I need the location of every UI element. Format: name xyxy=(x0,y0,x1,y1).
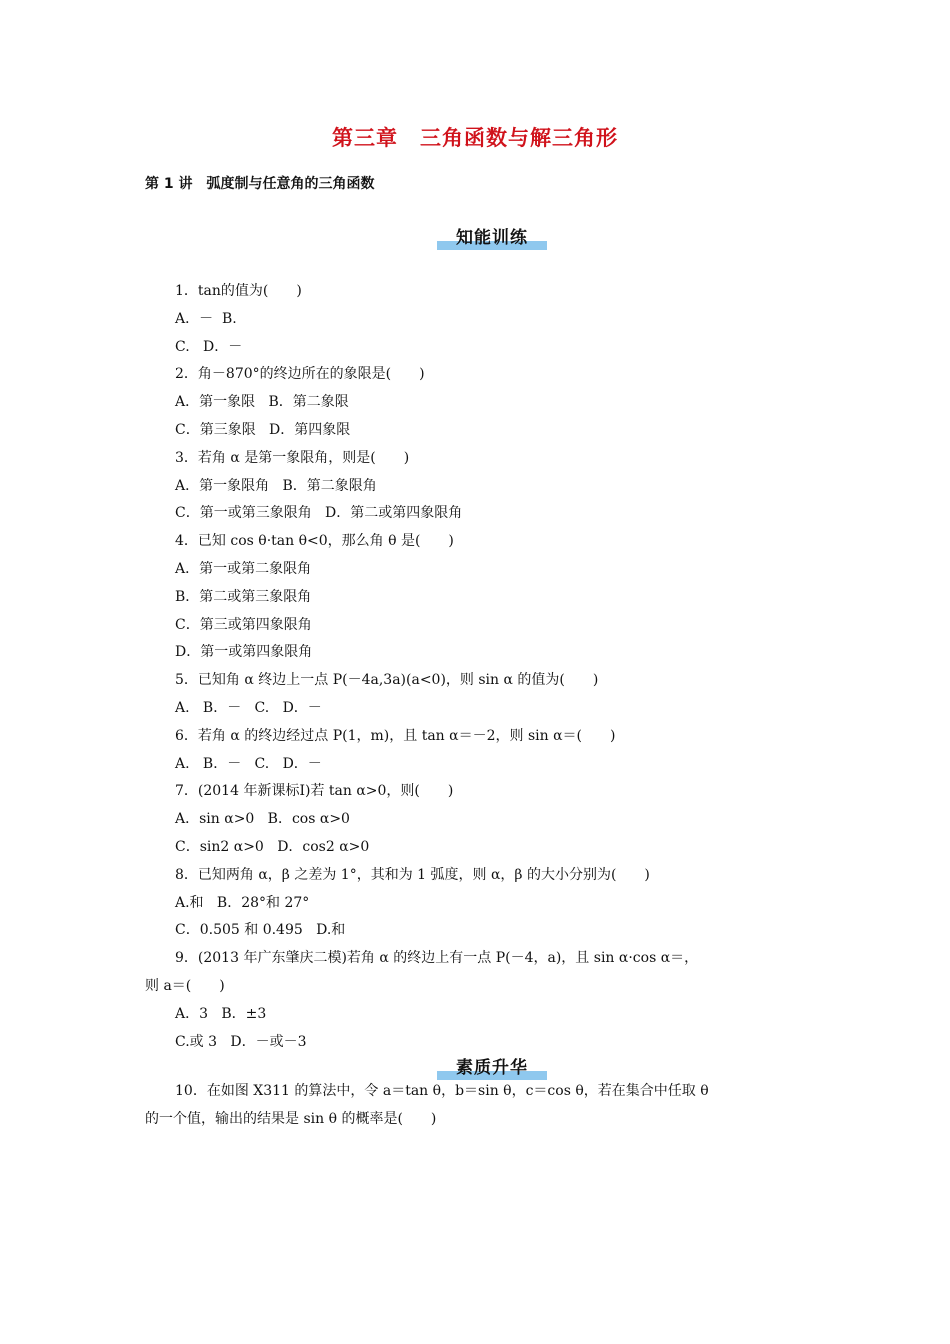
question-line: 5．已知角 α 终边上一点 P(－4a,3a)(a<0)，则 sin α 的值为( ) xyxy=(175,672,599,689)
question-list-advanced xyxy=(145,1078,815,1134)
option-line: C．sin2 α>0 D．cos2 α>0 xyxy=(175,838,370,855)
option-line: A．第一或第二象限角 xyxy=(175,560,312,577)
option-line: A．3 B．±3 xyxy=(175,1005,267,1022)
option-line: A．第一象限角 B．第二象限角 xyxy=(175,477,377,494)
section-banner-advanced xyxy=(437,1058,547,1080)
option-line: C．第一或第三象限角 D．第二或第四象限角 xyxy=(175,505,463,522)
question-line: 4．已知 cos θ·tan θ<0，那么角 θ 是( ) xyxy=(175,533,454,550)
question-line: 2．角－870°的终边所在的象限是( ) xyxy=(175,366,425,383)
option-line: A．第一象限 B．第二象限 xyxy=(175,394,349,411)
question-line: 10．在如图 X311 的算法中，令 a＝tan θ，b＝sin θ，c＝cos θ，若在集合中任取 θ xyxy=(175,1083,709,1099)
option-line: A. B．－ C. D．－ xyxy=(175,755,322,772)
option-line: C．第三或第四象限角 xyxy=(175,616,312,633)
question-line: 9．(2013 年广东肇庆二模)若角 α 的终边上有一点 P(－4，a)，且 sin α·cos α＝， xyxy=(175,950,699,967)
option-line: A.和 B．28°和 27° xyxy=(175,894,310,911)
option-line: A. B．－ C. D．－ xyxy=(175,699,322,716)
question-line-wrap: 则 a＝( ) xyxy=(145,977,225,994)
option-line: C. D．－ xyxy=(175,338,243,355)
lesson-title: 第 1 讲 弧度制与任意角的三角函数 xyxy=(145,176,375,192)
chapter-title: 第三章 三角函数与解三角形 xyxy=(332,126,618,150)
question-line-wrap: 的一个值，输出的结果是 sin θ 的概率是( ) xyxy=(145,1110,437,1127)
question-line: 1．tan的值为( ) xyxy=(175,283,302,299)
option-line: B．第二或第三象限角 xyxy=(175,588,312,605)
option-line: D．第一或第四象限角 xyxy=(175,644,313,661)
question-line: 3．若角 α 是第一象限角，则是( ) xyxy=(175,449,410,466)
option-line: C．第三象限 D．第四象限 xyxy=(175,421,351,438)
option-line: C．0.505 和 0.495 D.和 xyxy=(175,922,346,939)
section-label: 知能训练 xyxy=(456,228,528,248)
option-line: C.或 3 D．－或－3 xyxy=(175,1033,307,1050)
question-line: 8．已知两角 α，β 之差为 1°，其和为 1 弧度，则 α，β 的大小分别为( ) xyxy=(175,866,650,883)
section-banner-training xyxy=(437,228,547,250)
question-line: 7．(2014 年新课标Ⅰ)若 tan α>0，则( ) xyxy=(175,783,454,800)
question-list xyxy=(145,278,815,1056)
option-line: A．－ B. xyxy=(175,310,237,327)
section-label: 素质升华 xyxy=(456,1058,528,1078)
question-line: 6．若角 α 的终边经过点 P(1，m)，且 tan α＝－2，则 sin α＝( ) xyxy=(175,727,616,744)
option-line: A．sin α>0 B．cos α>0 xyxy=(175,811,350,828)
